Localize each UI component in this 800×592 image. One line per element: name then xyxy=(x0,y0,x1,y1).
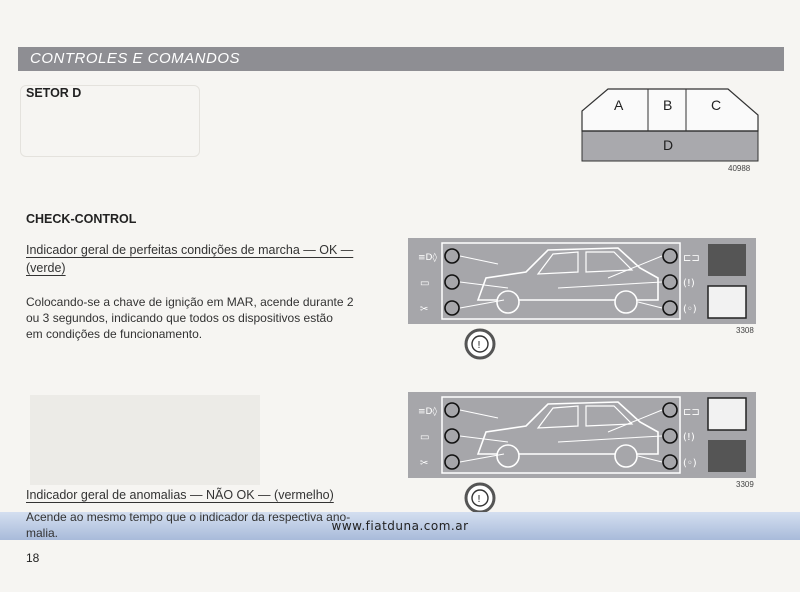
bleed-through-block xyxy=(30,395,260,485)
ok-body-line: ou 3 segundos, indicando que todos os dispositivos estão xyxy=(26,311,333,325)
ok-body-line: Colocando-se a chave de ignição em MAR, acende durante 2 xyxy=(26,295,354,309)
svg-text:(◦): (◦) xyxy=(683,458,697,469)
sector-image-code: 40988 xyxy=(728,164,751,173)
svg-text:≡D◊: ≡D◊ xyxy=(418,253,437,263)
svg-text:(!): (!) xyxy=(683,278,695,289)
svg-text:≡D◊: ≡D◊ xyxy=(418,407,437,417)
svg-text:▭: ▭ xyxy=(420,278,430,289)
sector-title: SETOR D xyxy=(26,86,82,100)
svg-text:✂: ✂ xyxy=(420,458,429,469)
anomaly-body-line: Acende ao mesmo tempo que o indicador da respectiva ano- xyxy=(26,510,351,524)
sector-label-d: D xyxy=(663,137,674,153)
svg-text:✂: ✂ xyxy=(420,304,429,315)
check-control-panel-anomaly xyxy=(408,392,756,520)
svg-text:⊏⊐: ⊏⊐ xyxy=(683,253,700,264)
ok-heading-line1: Indicador geral de perfeitas condições de marcha — OK — xyxy=(26,243,354,257)
anomaly-heading-text: Indicador geral de anomalias — NÃO OK — (vermelho) xyxy=(26,488,334,502)
footer-url: www.fiatduna.com.ar xyxy=(331,519,469,533)
check-control-title: CHECK-CONTROL xyxy=(26,212,137,226)
svg-text:⊏⊐: ⊏⊐ xyxy=(683,407,700,418)
svg-text:!: ! xyxy=(477,340,482,351)
ok-body-line: em condições de funcionamento. xyxy=(26,327,203,341)
sector-label-b: B xyxy=(663,97,673,113)
svg-text:(◦): (◦) xyxy=(683,304,697,315)
svg-text:▭: ▭ xyxy=(420,432,430,443)
check-control-panel-ok xyxy=(408,238,756,366)
sector-label-c: C xyxy=(711,97,722,113)
page-header-title: CONTROLES E COMANDOS xyxy=(30,50,241,67)
anomaly-heading xyxy=(26,486,334,504)
sector-label-a: A xyxy=(614,97,624,113)
ok-heading xyxy=(26,241,353,277)
ok-body xyxy=(26,294,354,342)
page-number: 18 xyxy=(26,551,40,565)
ok-heading-line2: (verde) xyxy=(26,261,66,275)
anomaly-body-line: malia. xyxy=(26,526,59,540)
panel-anomaly-image-code: 3309 xyxy=(736,480,754,489)
svg-text:(!): (!) xyxy=(683,432,695,443)
panel-ok-image-code: 3308 xyxy=(736,326,754,335)
svg-text:!: ! xyxy=(477,494,482,505)
